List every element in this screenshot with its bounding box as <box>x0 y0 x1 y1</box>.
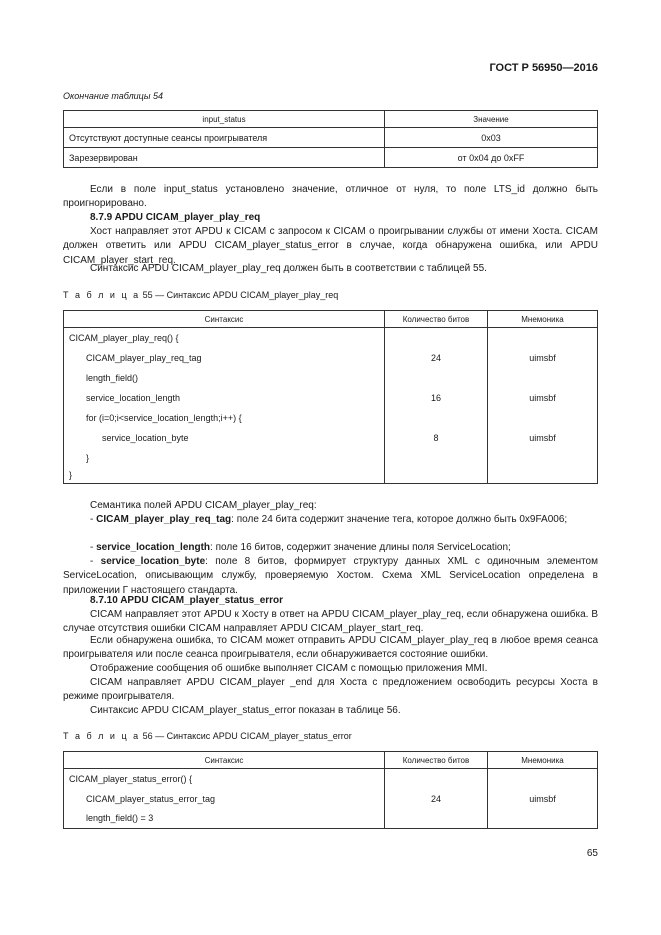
table-cell: Зарезервирован <box>64 148 385 168</box>
table-cell: 24 <box>385 348 488 368</box>
table-row <box>64 809 598 829</box>
paragraph: Если обнаружена ошибка, то CICAM может отправить APDU CICAM_player_play_req в любое время сеанса проигрывателя или после сеанса проигрывателя, если обнаруживается состояние ошибки. <box>63 635 598 661</box>
column-header: Мнемоника <box>488 311 598 328</box>
table-cell: от 0x04 до 0xFF <box>385 148 598 168</box>
table-56 <box>63 751 598 829</box>
table-cell <box>385 368 488 388</box>
table-cell: uimsbf <box>488 348 598 368</box>
paragraph: Синтаксис APDU CICAM_player_play_req должен быть в соответствии с таблицей 55. <box>90 263 487 274</box>
column-header: Количество битов <box>385 311 488 328</box>
field-text: : поле 16 битов, содержит значение длины поля ServiceLocation; <box>210 542 511 553</box>
table-cell <box>385 769 488 789</box>
field-text: : поле 8 битов, формирует структуру данных XML с одиночным элементом ServiceLocation, описывающим службу, проверяемую Хостом. Схема XML ServiceLocation определена в приложении Г настоящего стандарта. <box>63 556 598 596</box>
table55-caption <box>63 290 338 300</box>
table-title: 56 — Синтаксис APDU CICAM_player_status_error <box>142 731 352 741</box>
table-cell <box>488 328 598 348</box>
table-cell: uimsbf <box>488 428 598 448</box>
table54-caption: Окончание таблицы 54 <box>63 91 163 101</box>
field-name: CICAM_player_play_req_tag <box>96 514 232 525</box>
table-cell: length_field() = 3 <box>64 809 385 829</box>
table-cell <box>385 448 488 468</box>
table-cell: } <box>64 468 385 484</box>
table-row <box>64 128 598 148</box>
table-row <box>64 448 598 468</box>
paragraph: Синтаксис APDU CICAM_player_status_error показан в таблице 56. <box>90 705 401 716</box>
table-header-row <box>64 752 598 769</box>
field-description: - service_location_byte: поле 8 битов, формирует структуру данных XML с одиночным элементом ServiceLocation, описывающим службу, проверяемую Хостом. Схема XML ServiceLocation определена в приложении Г настоящего стандарта. <box>63 556 598 596</box>
paragraph: Если в поле input_status установлено значение, отличное от нуля, то поле LTS_id должно быть проигнорировано. <box>63 184 598 210</box>
table-cell: CICAM_player_play_req() { <box>64 328 385 348</box>
table-row <box>64 368 598 388</box>
table-row <box>64 408 598 428</box>
table-55 <box>63 310 598 484</box>
table-cell <box>385 468 488 484</box>
table-54 <box>63 110 598 168</box>
table-cell <box>385 328 488 348</box>
table-cell: 24 <box>385 789 488 809</box>
paragraph: Отображение сообщения об ошибке выполняет CICAM с помощью приложения MMI. <box>90 663 488 674</box>
column-header: Мнемоника <box>488 752 598 769</box>
field-name: service_location_length <box>96 542 211 553</box>
field-description: - CICAM_player_play_req_tag: поле 24 бита содержит значение тега, которое должно быть 0x9FA006; <box>90 514 568 525</box>
table-cell <box>488 468 598 484</box>
table-cell: 8 <box>385 428 488 448</box>
table-row <box>64 148 598 168</box>
table-cell: CICAM_player_status_error_tag <box>64 789 385 809</box>
section-heading: 8.7.9 APDU CICAM_player_play_req <box>90 212 261 223</box>
document-header: ГОСТ Р 56950—2016 <box>489 62 598 74</box>
table-cell: uimsbf <box>488 388 598 408</box>
table-cell <box>488 769 598 789</box>
table-cell: service_location_length <box>64 388 385 408</box>
column-header: Значение <box>385 111 598 128</box>
table-cell: CICAM_player_play_req_tag <box>64 348 385 368</box>
table-cell <box>385 408 488 428</box>
table-header-row <box>64 311 598 328</box>
table-row <box>64 789 598 809</box>
table-cell: 16 <box>385 388 488 408</box>
column-header: input_status <box>64 111 385 128</box>
table-label: Т а б л и ц а <box>63 731 141 741</box>
table56-caption <box>63 731 352 741</box>
column-header: Синтаксис <box>64 752 385 769</box>
field-name: service_location_byte <box>100 556 206 567</box>
table-cell: } <box>64 448 385 468</box>
field-text: : поле 24 бита содержит значение тега, которое должно быть 0x9FA006; <box>231 514 568 525</box>
table-cell: for (i=0;i<service_location_length;i++) { <box>64 408 385 428</box>
paragraph: CICAM направляет APDU CICAM_player _end для Хоста с предложением освободить ресурсы Хоста в режиме проигрывателя. <box>63 677 598 703</box>
table-cell <box>385 809 488 829</box>
table-cell: uimsbf <box>488 789 598 809</box>
table-cell: length_field() <box>64 368 385 388</box>
paragraph: Хост направляет этот APDU к CICAM с запросом к CICAM о проигрывании службы от имени Хоста. CICAM должен ответить или APDU CICAM_player_status_error в случае, когда обнаружена ошибка, или APDU CICAM_player_start_req. <box>63 226 598 266</box>
table-row <box>64 348 598 368</box>
column-header: Количество битов <box>385 752 488 769</box>
table-row <box>64 428 598 448</box>
table-row <box>64 468 598 484</box>
table-cell <box>488 809 598 829</box>
table-cell: Отсутствуют доступные сеансы проигрывателя <box>64 128 385 148</box>
column-header: Синтаксис <box>64 311 385 328</box>
table-cell: 0x03 <box>385 128 598 148</box>
page-number: 65 <box>586 848 598 859</box>
table-row <box>64 328 598 348</box>
section-heading: 8.7.10 APDU CICAM_player_status_error <box>90 595 284 606</box>
table-cell <box>488 368 598 388</box>
field-description: - service_location_length: поле 16 битов, содержит значение длины поля ServiceLocation; <box>90 542 511 553</box>
table-cell <box>488 408 598 428</box>
table-cell <box>488 448 598 468</box>
table-title: 55 — Синтаксис APDU CICAM_player_play_req <box>142 290 339 300</box>
table-header-row <box>64 111 598 128</box>
table-cell: CICAM_player_status_error() { <box>64 769 385 789</box>
table-row <box>64 769 598 789</box>
paragraph: Семантика полей APDU CICAM_player_play_req: <box>90 500 317 511</box>
paragraph: CICAM направляет этот APDU к Хосту в ответ на APDU CICAM_player_play_req, если обнаружена ошибка. В случае отсутствия ошибки CICAM направляет APDU CICAM_player_start_req. <box>63 609 598 635</box>
table-cell: service_location_byte <box>64 428 385 448</box>
table-row <box>64 388 598 408</box>
table-label: Т а б л и ц а <box>63 290 141 300</box>
